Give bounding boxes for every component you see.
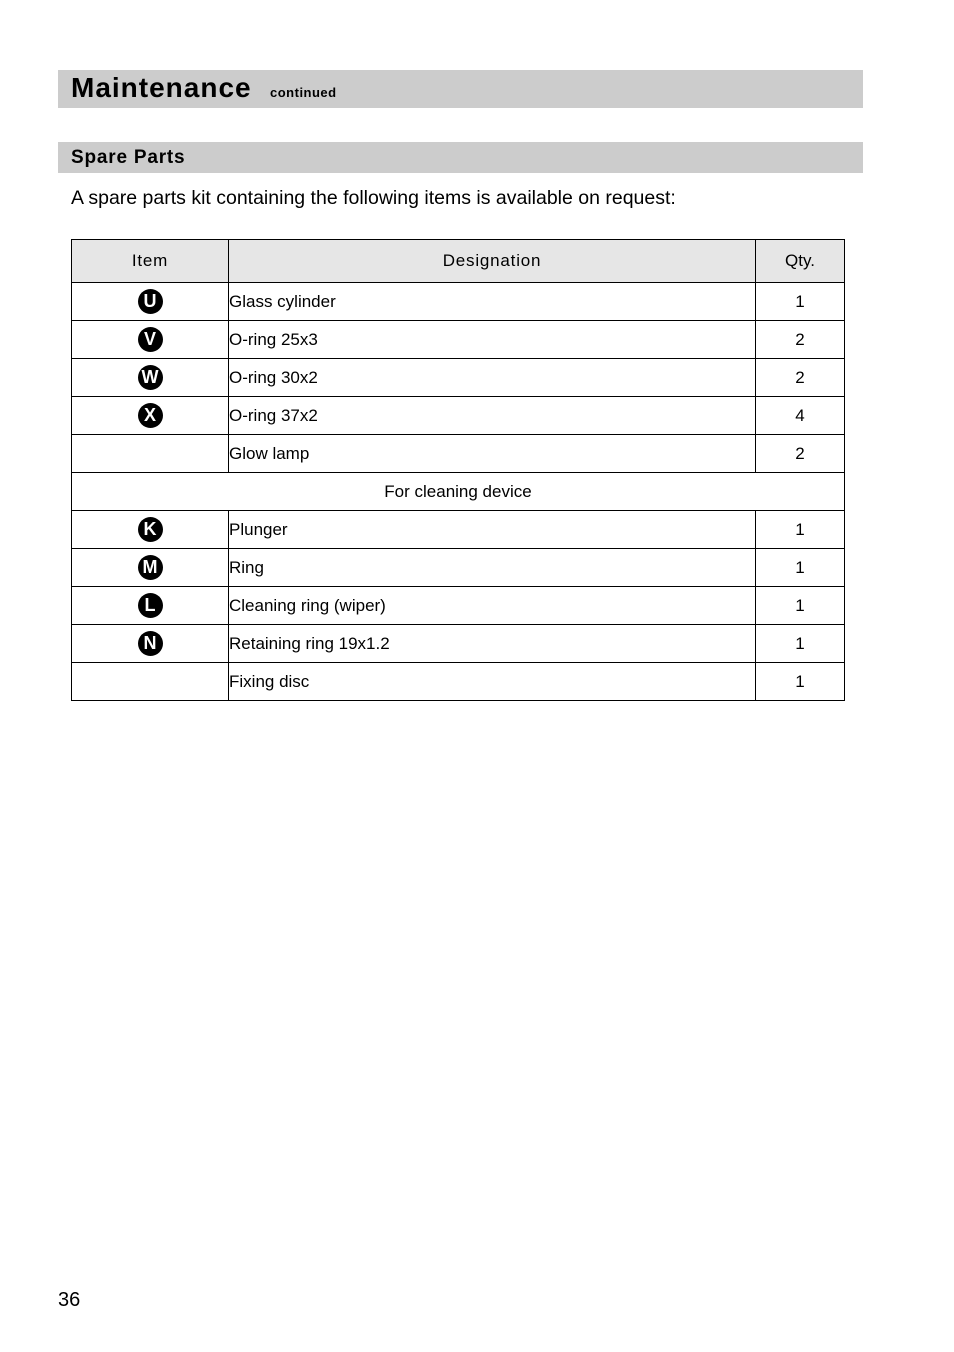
qty-cell: 2 [756, 321, 845, 359]
designation-cell: Cleaning ring (wiper) [229, 587, 756, 625]
designation-cell: Retaining ring 19x1.2 [229, 625, 756, 663]
qty-cell: 1 [756, 549, 845, 587]
qty-cell: 1 [756, 283, 845, 321]
table-row [72, 625, 845, 663]
section-bar [58, 142, 863, 173]
qty-cell: 1 [756, 587, 845, 625]
item-cell [72, 587, 229, 625]
designation-cell: Glass cylinder [229, 283, 756, 321]
designation-cell: O-ring 25x3 [229, 321, 756, 359]
table-row [72, 283, 845, 321]
table-row [72, 321, 845, 359]
designation-cell: O-ring 30x2 [229, 359, 756, 397]
item-cell [72, 283, 229, 321]
item-cell [72, 625, 229, 663]
header-designation: Designation [229, 240, 756, 283]
item-badge: L [138, 593, 163, 618]
intro-text: A spare parts kit containing the following items is available on request: [71, 187, 676, 209]
item-badge: M [138, 555, 163, 580]
spare-parts-table [71, 239, 845, 701]
table-row [72, 397, 845, 435]
item-badge: W [138, 365, 163, 390]
qty-cell: 1 [756, 625, 845, 663]
item-cell [72, 321, 229, 359]
section-title: Spare Parts [71, 147, 186, 168]
item-cell-empty [72, 435, 229, 473]
qty-cell: 1 [756, 511, 845, 549]
qty-cell: 1 [756, 663, 845, 701]
item-cell-empty [72, 663, 229, 701]
designation-cell: Fixing disc [229, 663, 756, 701]
item-badge: K [138, 517, 163, 542]
designation-cell: Ring [229, 549, 756, 587]
table-row [72, 511, 845, 549]
table-row [72, 549, 845, 587]
table-row [72, 359, 845, 397]
header-bar [58, 70, 863, 108]
designation-cell: Plunger [229, 511, 756, 549]
item-badge: X [138, 403, 163, 428]
table-row [72, 663, 845, 701]
group-label: For cleaning device [72, 473, 845, 511]
page-number: 36 [58, 1289, 81, 1311]
designation-cell: O-ring 37x2 [229, 397, 756, 435]
item-cell [72, 397, 229, 435]
page-subtitle: continued [270, 85, 337, 100]
qty-cell: 4 [756, 397, 845, 435]
item-badge: U [138, 289, 163, 314]
item-cell [72, 511, 229, 549]
table-header-row [72, 240, 845, 283]
table-row [72, 435, 845, 473]
item-badge: V [138, 327, 163, 352]
group-row [72, 473, 845, 511]
designation-cell: Glow lamp [229, 435, 756, 473]
item-cell [72, 359, 229, 397]
page-title: Maintenance [71, 72, 252, 103]
table-row [72, 587, 845, 625]
qty-cell: 2 [756, 359, 845, 397]
header-qty: Qty. [756, 240, 845, 283]
header-item: Item [72, 240, 229, 283]
item-cell [72, 549, 229, 587]
item-badge: N [138, 631, 163, 656]
qty-cell: 2 [756, 435, 845, 473]
